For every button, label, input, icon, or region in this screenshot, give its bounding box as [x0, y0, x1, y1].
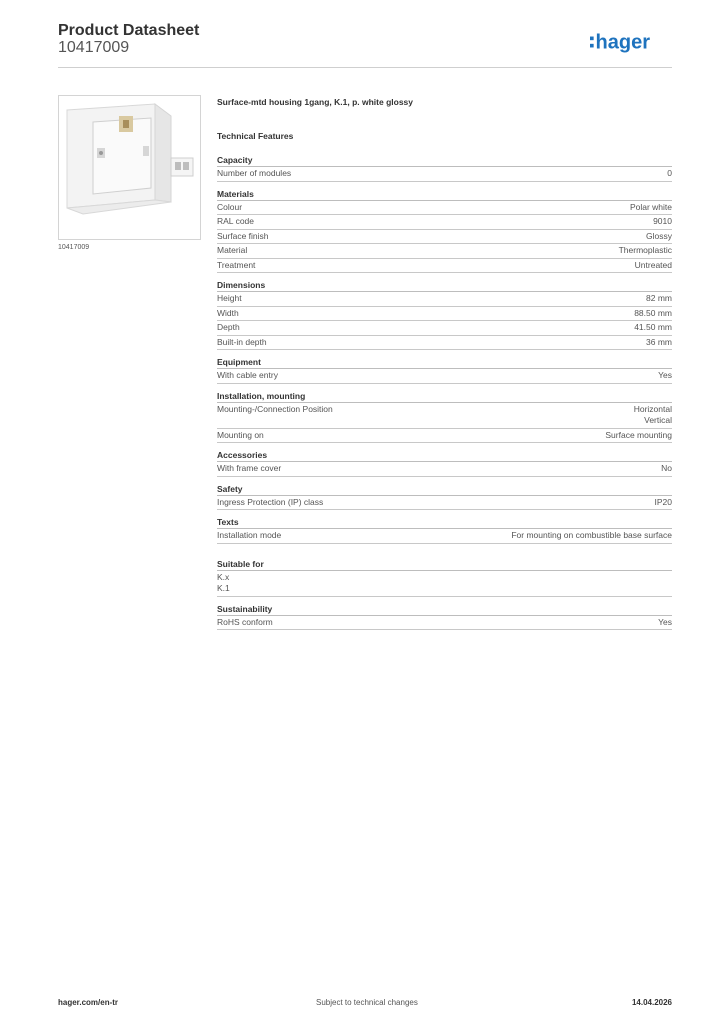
property-label-line: Mounting-/Connection Position — [217, 403, 333, 414]
property-value — [655, 497, 673, 509]
product-description: Surface-mtd housing 1gang, K.1, p. white glossy — [217, 97, 413, 107]
section-suitable-for — [217, 558, 672, 597]
section-materials — [217, 188, 672, 274]
property-row — [217, 167, 672, 182]
property-label-line: Ingress Protection (IP) class — [217, 496, 324, 507]
property-value-line: IP20 — [654, 496, 672, 507]
property-row — [217, 307, 672, 322]
property-label — [217, 463, 281, 475]
property-label — [217, 216, 254, 228]
property-value — [646, 337, 672, 349]
property-value — [634, 322, 672, 334]
property-value-line: Untreated — [634, 259, 672, 270]
property-value — [658, 370, 672, 382]
property-value-line: No — [661, 463, 672, 473]
section-title: Installation, mounting — [217, 390, 672, 403]
property-label-line: Mounting on — [217, 429, 264, 440]
section-title: Texts — [217, 516, 672, 529]
section-installation-mounting — [217, 390, 672, 444]
section-sustainability — [217, 603, 672, 631]
section-capacity — [217, 154, 672, 182]
datasheet-content — [217, 96, 672, 636]
property-row — [217, 215, 672, 230]
section-texts — [217, 516, 672, 544]
property-row — [217, 403, 672, 429]
property-label — [217, 202, 242, 214]
property-label-line: K.x — [217, 571, 230, 582]
property-value — [658, 617, 672, 629]
property-label — [217, 370, 278, 382]
property-label — [217, 497, 323, 509]
property-label — [217, 168, 291, 180]
property-value-line: Yes — [658, 616, 672, 627]
property-row — [217, 429, 672, 444]
property-row — [217, 292, 672, 307]
property-label-line: Built-in depth — [217, 336, 267, 347]
property-label — [217, 322, 240, 334]
property-label-line: Number of modules — [217, 168, 292, 178]
property-value — [635, 260, 672, 272]
section-accessories — [217, 449, 672, 477]
property-value — [634, 308, 672, 320]
property-value-line: 9010 — [653, 216, 672, 226]
property-value — [646, 231, 672, 243]
section-title: Dimensions — [217, 279, 672, 292]
section-safety — [217, 483, 672, 511]
property-label — [217, 430, 264, 442]
property-row — [217, 321, 672, 336]
property-label-line: Height — [217, 293, 242, 303]
header-divider — [58, 67, 672, 68]
property-row — [217, 244, 672, 259]
section-title: Suitable for — [217, 558, 672, 571]
property-value-line: Polar white — [629, 201, 672, 212]
property-row — [217, 336, 672, 351]
property-label — [217, 293, 242, 305]
property-value-line: 0 — [667, 168, 672, 178]
property-value-line: Surface mounting — [605, 429, 672, 440]
property-label — [217, 260, 255, 272]
property-value — [653, 216, 672, 228]
property-row — [217, 259, 672, 274]
section-dimensions — [217, 279, 672, 350]
property-label-line: Depth — [217, 322, 240, 332]
section-title: Safety — [217, 483, 672, 496]
property-label — [217, 404, 333, 416]
property-label-line: Colour — [217, 201, 243, 212]
footer-website[interactable]: hager.com/en-tr — [58, 998, 119, 1007]
property-value — [634, 404, 672, 427]
property-label — [217, 337, 267, 349]
logo-text: hager — [595, 31, 651, 54]
property-label — [217, 245, 247, 257]
page-title: Product Datasheet — [58, 22, 200, 39]
footer-date: 14.04.2026 — [631, 998, 672, 1007]
image-caption: 10417009 — [58, 244, 90, 251]
property-label-line: Width — [217, 307, 239, 318]
property-label-line: K.1 — [217, 583, 230, 593]
property-value-line: Vertical — [644, 415, 672, 425]
property-value — [646, 293, 672, 305]
property-row — [217, 571, 672, 597]
property-label-line: With cable entry — [217, 370, 278, 380]
property-value-line: Glossy — [646, 230, 672, 241]
property-value-line: Horizontal — [633, 403, 672, 414]
property-value — [661, 463, 672, 475]
property-row — [217, 230, 672, 245]
technical-features-heading: Technical Features — [217, 131, 294, 141]
property-value-line: 36 mm — [646, 336, 672, 347]
property-value-line: 88.50 mm — [634, 307, 672, 318]
property-label — [217, 231, 269, 243]
property-value — [605, 430, 672, 442]
property-row — [217, 462, 672, 477]
property-row — [217, 201, 672, 216]
housing-illustration — [59, 96, 200, 239]
property-value — [619, 245, 672, 257]
section-title: Accessories — [217, 449, 672, 462]
property-label-line: Material — [217, 245, 248, 255]
property-value — [667, 168, 672, 180]
property-value — [511, 530, 672, 542]
property-row — [217, 616, 672, 631]
section-title: Equipment — [217, 356, 672, 369]
property-row — [217, 529, 672, 544]
property-label-line: Treatment — [217, 259, 256, 270]
property-label — [217, 572, 230, 595]
product-code: 10417009 — [58, 39, 130, 56]
property-value — [630, 202, 672, 214]
footer-notice: Subject to technical changes — [316, 998, 418, 1007]
section-equipment — [217, 356, 672, 384]
property-label — [217, 617, 273, 629]
property-value-line: For mounting on combustible base surface — [511, 530, 672, 540]
property-label — [217, 308, 239, 320]
property-label-line: RoHS conform — [217, 616, 273, 627]
property-row — [217, 369, 672, 384]
property-value-line: Yes — [658, 370, 672, 380]
property-value-line: 41.50 mm — [634, 322, 672, 332]
section-title: Capacity — [217, 154, 672, 167]
property-label-line: Surface finish — [217, 230, 269, 241]
property-value-line: Thermoplastic — [618, 245, 672, 255]
hager-logo — [590, 27, 672, 57]
property-label-line: RAL code — [217, 216, 255, 226]
property-value-line: 82 mm — [646, 293, 672, 303]
page-header — [58, 22, 672, 68]
section-title: Materials — [217, 188, 672, 201]
property-label-line: Installation mode — [217, 530, 282, 540]
feature-sections — [217, 154, 672, 630]
section-title: Sustainability — [217, 603, 672, 616]
property-label-line: With frame cover — [217, 463, 282, 473]
property-label — [217, 530, 281, 542]
property-row — [217, 496, 672, 511]
product-image — [58, 95, 201, 240]
